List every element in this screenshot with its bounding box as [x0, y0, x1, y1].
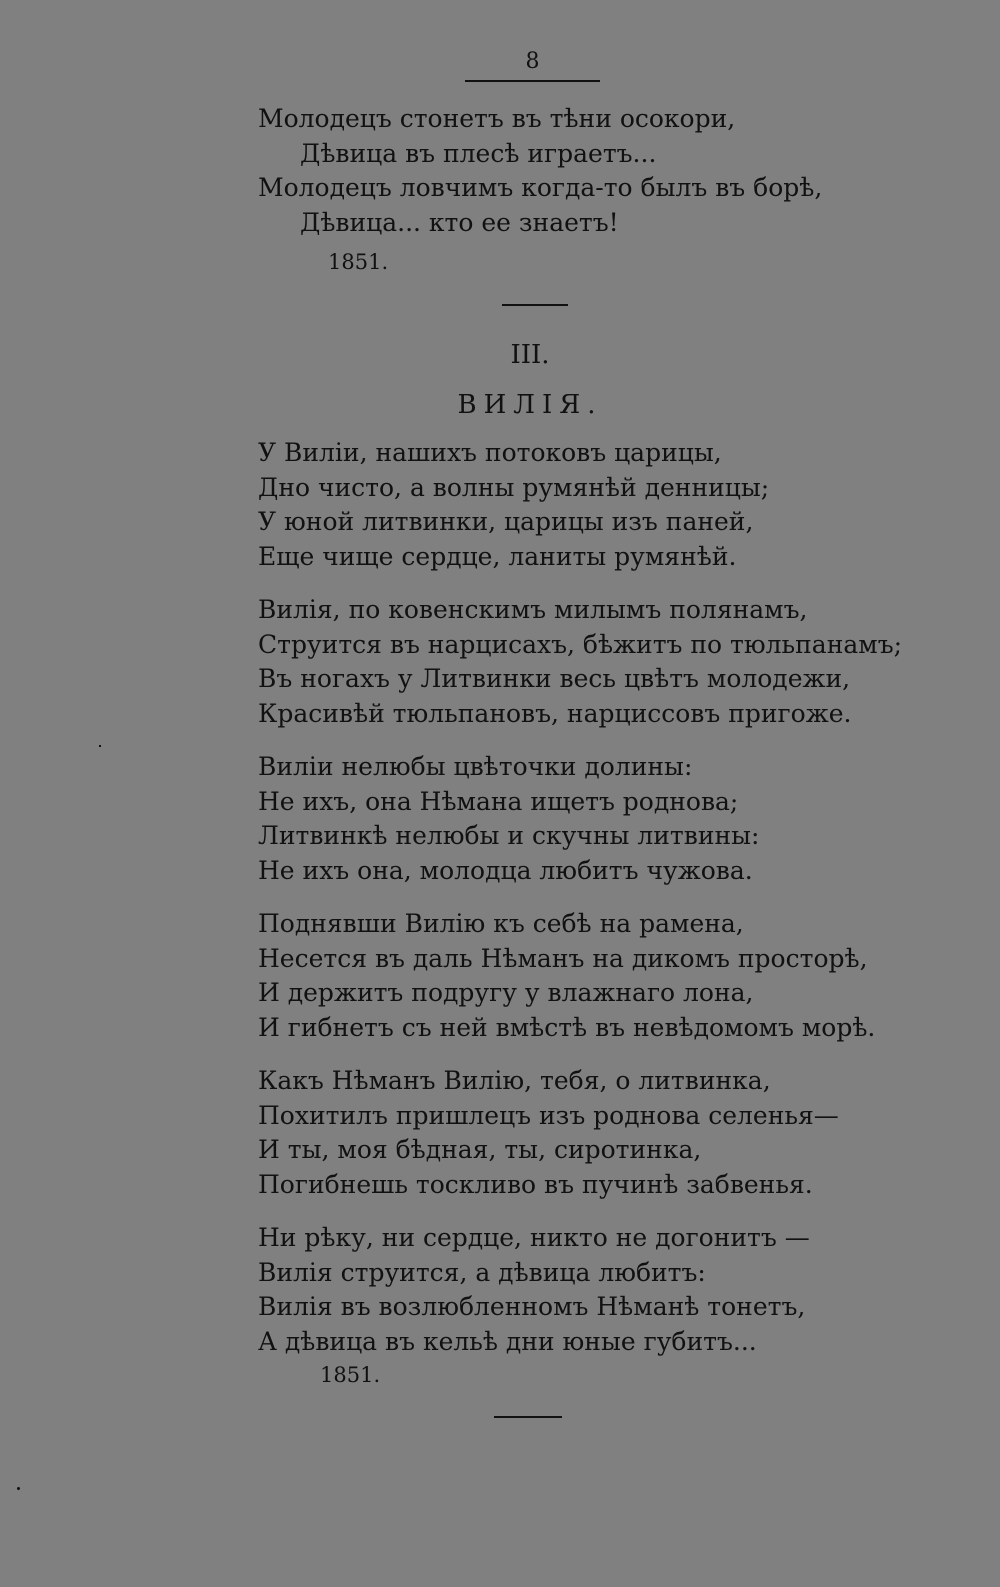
poem-line: А дѣвица въ кельѣ дни юные губитъ... — [258, 1326, 757, 1356]
poem-line: Струится въ нарцисахъ, бѣжитъ по тюльпанамъ; — [258, 629, 903, 659]
end-rule — [494, 1416, 562, 1418]
stanza-2 — [258, 593, 903, 731]
print-speck — [16, 1486, 20, 1490]
section-divider — [502, 304, 568, 306]
poem-line: Дно чисто, а волны румянѣй денницы; — [258, 472, 770, 502]
poem-line: Ни рѣку, ни сердце, никто не догонитъ — — [258, 1223, 810, 1252]
poem-line: Погибнешь тоскливо въ пучинѣ забвенья. — [258, 1169, 813, 1199]
poem-line: Поднявши Вилію къ себѣ на рамена, — [258, 909, 744, 938]
stanza — [258, 102, 838, 240]
stanza-1 — [258, 436, 838, 574]
poem-line: Вилія въ возлюбленномъ Нѣманѣ тонетъ, — [258, 1292, 806, 1321]
poem-line: Не ихъ, она Нѣмана ищетъ роднова; — [258, 786, 739, 816]
print-speck — [99, 745, 101, 747]
poem-line: Красивѣй тюльпановъ, нарциссовъ пригоже. — [258, 698, 852, 728]
poem-line: Не ихъ она, молодца любитъ чужова. — [258, 855, 753, 885]
poem-line: У юной литвинки, царицы изъ паней, — [258, 507, 754, 536]
poem-date: 1851. — [328, 250, 389, 274]
poem-line: Дѣвица... кто ее знаетъ! — [300, 207, 619, 237]
poem-title: ВИЛІЯ. — [457, 390, 603, 420]
poem-date: 1851. — [320, 1363, 381, 1387]
stanza-3 — [258, 750, 838, 888]
poem-line: Вилія, по ковенскимъ милымъ полянамъ, — [258, 595, 808, 624]
top-poem-ending — [258, 102, 838, 240]
header-rule — [465, 80, 600, 82]
stanza-6 — [258, 1221, 838, 1359]
poem-line: И держитъ подругу у влажнаго лона, — [258, 978, 754, 1007]
poem-line: Похитилъ пришлецъ изъ роднова селенья— — [258, 1100, 839, 1130]
poem-line: Литвинкѣ нелюбы и скучны литвины: — [258, 821, 760, 850]
poem-line: Вилія струится, а дѣвица любитъ: — [258, 1257, 706, 1287]
poem-line: Молодецъ ловчимъ когда-то былъ въ борѣ, — [258, 173, 823, 202]
poem-line: Дѣвица въ плесѣ играетъ... — [300, 138, 657, 168]
poem-line: Еще чище сердце, ланиты румянѣй. — [258, 541, 737, 571]
poem-line: И гибнетъ съ ней вмѣстѣ въ невѣдомомъ морѣ. — [258, 1012, 876, 1042]
poem-line: Несется въ даль Нѣманъ на дикомъ просторѣ, — [258, 943, 868, 973]
poem-body — [258, 436, 903, 1359]
poem-line: И ты, моя бѣдная, ты, сиротинка, — [258, 1135, 702, 1164]
poem-line: Молодецъ стонетъ въ тѣни осокори, — [258, 104, 736, 133]
poem-line: У Виліи, нашихъ потоковъ царицы, — [258, 438, 722, 467]
stanza-4 — [258, 907, 876, 1045]
section-number: III. — [510, 340, 550, 370]
poem-line: Какъ Нѣманъ Вилію, тебя, о литвинка, — [258, 1066, 771, 1095]
poem-line: Виліи нелюбы цвѣточки долины: — [258, 752, 693, 781]
page-number: 8 — [525, 49, 540, 74]
poem-line: Въ ногахъ у Литвинки весь цвѣтъ молодежи, — [258, 664, 851, 693]
stanza-5 — [258, 1064, 838, 1202]
